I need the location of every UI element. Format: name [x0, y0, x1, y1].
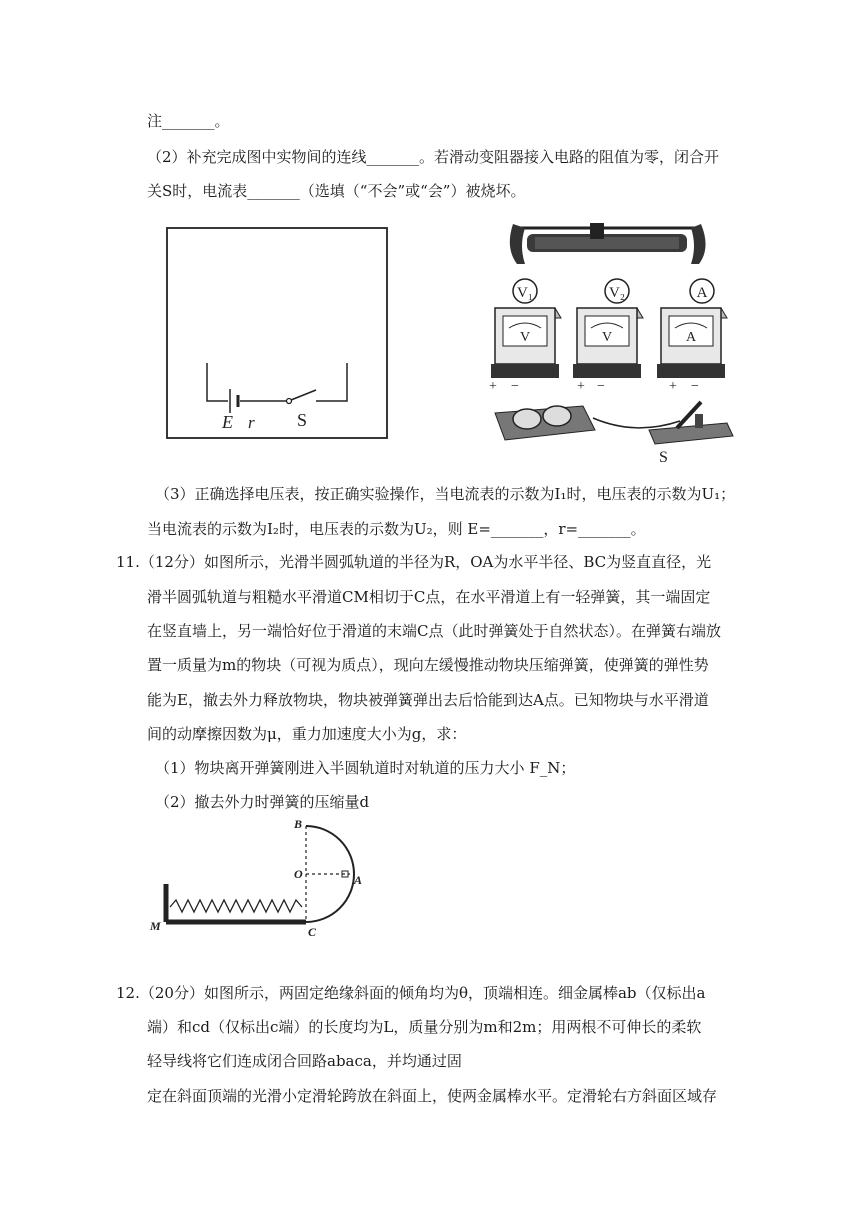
circuit-frame	[167, 228, 387, 438]
svg-text:+: +	[669, 379, 677, 394]
text-line-13: （2）撤去外力时弹簧的压缩量d	[155, 793, 370, 811]
battery-holder	[495, 406, 595, 440]
text-line-3: 关S时，电流表_______（选填（“不会”或“会”）被烧坏。	[147, 182, 526, 200]
ammeter	[657, 279, 727, 394]
svg-text:A: A	[696, 285, 708, 301]
text-line-14: 12.（20分）如图所示，两固定绝缘斜面的倾角均为θ，顶端相连。细金属棒ab（仅标出a	[116, 984, 706, 1002]
connecting-wire	[593, 418, 680, 428]
svg-text:+: +	[489, 379, 497, 394]
text-line-1: 注_______。	[147, 112, 230, 130]
text-line-6: 11.（12分）如图所示，光滑半圆弧轨道的半径为R，OA为水平半径、BC为竖直直径，光	[116, 553, 712, 571]
text-line-9: 置一质量为m的物块（可视为质点），现向左缓慢推动物块压缩弹簧，使弹簧的弹性势	[147, 656, 709, 674]
circuit-wire-left	[207, 363, 228, 401]
text-line-2: （2）补充完成图中实物间的连线_______。若滑动变阻器接入电路的阻值为零，闭合开	[147, 148, 720, 166]
text-line-17: 定在斜面顶端的光滑小定滑轮跨放在斜面上，使两金属棒水平。定滑轮右方斜面区域存	[147, 1087, 718, 1105]
text-line-12: （1）物块离开弹簧刚进入半圆轨道时对轨道的压力大小 F_N；	[155, 759, 576, 777]
knife-switch	[649, 402, 733, 466]
svg-text:V₂: V₂	[608, 285, 626, 301]
text-line-15: 端）和cd（仅标出c端）的长度均为L，质量分别为m和2m；用两根不可伸长的柔软	[147, 1018, 702, 1036]
apparatus-illustration	[465, 218, 755, 468]
track-diagram	[146, 812, 376, 942]
circuit-diagram	[162, 223, 392, 443]
svg-text:−: −	[597, 379, 605, 394]
svg-text:A: A	[685, 330, 697, 345]
text-line-10: 能为E，撤去外力释放物块，物块被弹簧弹出去后恰能到达A点。已知物块与水平滑道	[147, 691, 709, 709]
svg-text:V₁: V₁	[516, 285, 534, 301]
svg-text:−: −	[691, 379, 699, 394]
voltmeter-v1	[489, 279, 561, 394]
label-A: A	[354, 873, 363, 887]
svg-text:V: V	[519, 330, 531, 345]
text-line-16: 轻导线将它们连成闭合回路abaca，并均通过固	[147, 1052, 462, 1070]
spring	[170, 900, 302, 912]
text-line-7: 滑半圆弧轨道与粗糙水平滑道CM相切于C点，在水平滑道上有一轻弹簧，其一端固定	[147, 588, 711, 606]
switch-pivot	[287, 399, 292, 404]
text-line-5: 当电流表的示数为I₂时，电压表的示数为U₂，则 E=_______，r=_______。	[147, 520, 646, 538]
svg-text:V: V	[601, 330, 613, 345]
label-C: C	[308, 925, 317, 939]
text-line-11: 间的动摩擦因数为μ，重力加速度大小为g，求：	[147, 725, 467, 743]
label-r: r	[248, 413, 255, 432]
circuit-wire-right	[316, 363, 347, 401]
label-E: E	[222, 412, 233, 432]
svg-text:+: +	[577, 379, 585, 394]
text-line-8: 在竖直墙上，另一端恰好位于滑道的末端C点（此时弹簧处于自然状态）。在弹簧右端放	[147, 622, 721, 640]
label-O: O	[294, 867, 303, 881]
label-B: B	[294, 817, 303, 831]
switch-label-S: S	[659, 449, 668, 466]
rheostat	[510, 223, 706, 264]
text-line-4: （3）正确选择电压表，按正确实验操作，当电流表的示数为I₁时，电压表的示数为U₁；	[155, 485, 736, 503]
label-M: M	[150, 919, 161, 933]
label-S: S	[297, 410, 308, 430]
voltmeter-v2	[573, 279, 643, 394]
switch-blade	[291, 390, 316, 400]
svg-text:−: −	[511, 379, 519, 394]
